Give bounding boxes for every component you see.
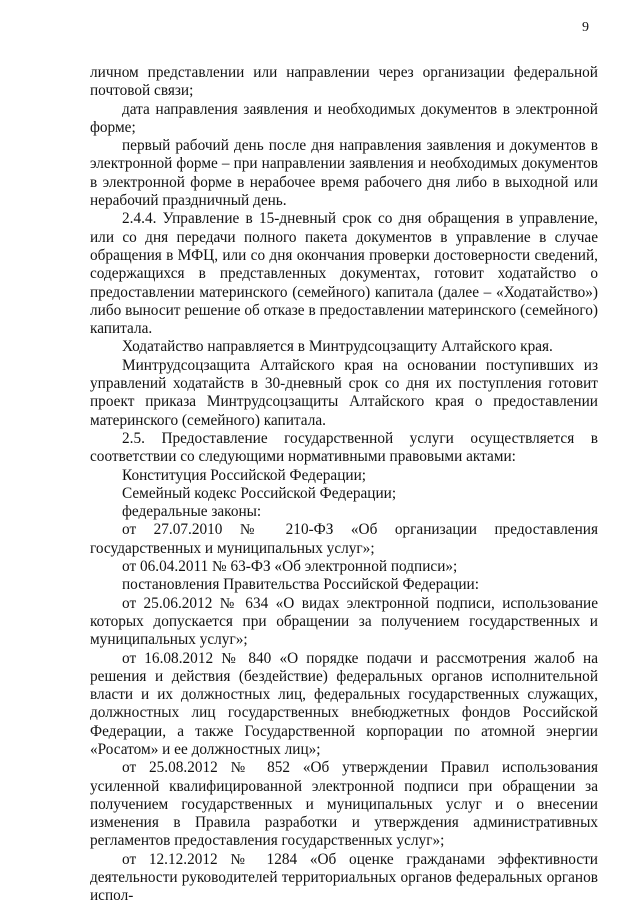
paragraph: личном представлении или направлении через организации федеральной почтовой связи;	[90, 64, 598, 100]
paragraph: дата направления заявления и необходимых документов в электронной форме;	[90, 100, 598, 136]
paragraph: первый рабочий день после дня направления заявления и документов в электронной форме – при направлении заявления и необходимых документов в электронной форме в нерабочее время рабочего дня либо в выходной или нерабочий праздничный день.	[90, 137, 598, 210]
paragraph: от 27.07.2010 № 210-ФЗ «Об организации предоставления государственных и муниципальных услуг»;	[90, 521, 598, 557]
paragraph: Конституция Российской Федерации;	[122, 466, 367, 484]
paragraph: от 06.04.2011 № 63-ФЗ «Об электронной подписи»;	[122, 558, 458, 576]
document-body	[90, 64, 598, 906]
paragraph: федеральные законы:	[122, 503, 262, 521]
paragraph: Ходатайство направляется в Минтрудсоцзащиту Алтайского края.	[122, 338, 553, 356]
paragraph: постановления Правительства Российской Федерации:	[122, 576, 479, 594]
page-number: 9	[582, 20, 589, 35]
paragraph: от 25.06.2012 № 634 «О видах электронной подписи, использование которых допускается при обращении за получением государственных и муниципальных услуг»;	[90, 594, 598, 649]
paragraph: 2.4.4. Управление в 15-дневный срок со дня обращения в управление, или со дня передачи полного пакета документов в управление в случае обращения в МФЦ, или со дня окончания проверки достоверности сведений, содержащихся в представленных документах, готовит ходатайство о предоставлении материнского (семейного) капитала (далее – «Ходатайство») либо выносит решение об отказе в предоставлении материнского (семейного) капитала.	[90, 210, 598, 338]
paragraph: от 16.08.2012 № 840 «О порядке подачи и рассмотрения жалоб на решения и действия (бездействие) федеральных органов исполнительной власти и их должностных лиц, федеральных государственных служащих, должностных лиц государственных внебюджетных фондов Российской Федерации, а также Государственной корпорации по атомной энергии «Росатом» и ее должностных лиц»;	[90, 649, 598, 758]
paragraph: 2.5. Предоставление государственной услуги осуществляется в соответствии со следующими нормативными правовыми актами:	[90, 429, 598, 466]
paragraph: Минтрудсоцзащита Алтайского края на основании поступивших из управлений ходатайств в 30-дневный срок со дня их поступления готовит проект приказа Минтрудсоцзащиты Алтайского края о предоставлении материнского (семейного) капитала.	[90, 356, 598, 429]
paragraph: Семейный кодекс Российской Федерации;	[122, 484, 397, 502]
paragraph: от 12.12.2012 № 1284 «Об оценке гражданами эффективности деятельности руководителей территориальных органов федеральных органов испол-	[90, 850, 598, 905]
paragraph: от 25.08.2012 № 852 «Об утверждении Правил использования усиленной квалифицированной электронной подписи при обращении за получением государственных и муниципальных услуг и о внесении изменения в Правила разработки и утверждения административных регламентов предоставления государственных услуг»;	[90, 759, 598, 850]
